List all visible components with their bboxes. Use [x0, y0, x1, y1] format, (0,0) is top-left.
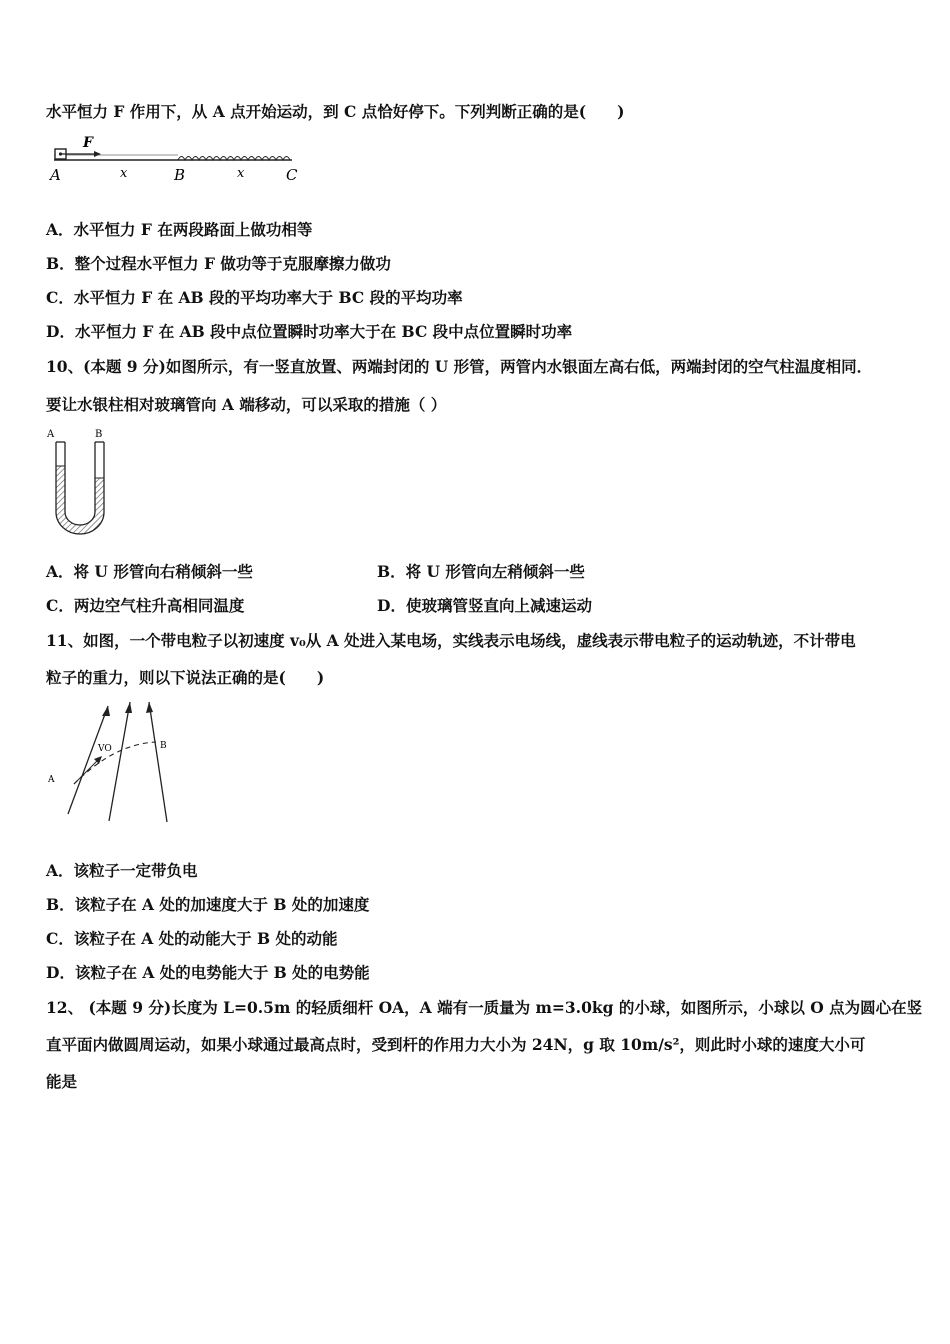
q9-dist-bc: x	[237, 166, 245, 181]
q9-stem: 水平恒力 F 作用下，从 A 点开始运动，到 C 点恰好停下。下列判断正确的是( )	[46, 102, 625, 121]
q12-stem-line2: 直平面内做圆周运动，如果小球通过最高点时，受到杆的作用力大小为 24N，g 取 10m/s²，则此时小球的速度大小可	[46, 1035, 866, 1054]
q11-field-figure	[44, 696, 179, 826]
q10-option-a: A．将 U 形管向右稍倾斜一些	[46, 562, 253, 581]
q11-option-d: D．该粒子在 A 处的电势能大于 B 处的电势能	[46, 963, 370, 982]
q9-dist-ab: x	[120, 166, 128, 181]
q10-u-tube-figure	[44, 426, 116, 536]
q10-mercury-column	[56, 466, 104, 534]
q9-option-d: D．水平恒力 F 在 AB 段中点位置瞬时功率大于在 BC 段中点位置瞬时功率	[46, 322, 573, 341]
q9-force-arrowhead	[94, 151, 101, 157]
q9-force-label: F	[83, 135, 93, 151]
q11-option-c: C．该粒子在 A 处的动能大于 B 处的动能	[46, 929, 338, 948]
q9-option-a: A．水平恒力 F 在两段路面上做功相等	[46, 220, 313, 239]
q10-stem-line2: 要让水银柱相对玻璃管向 A 端移动，可以采取的措施（ ）	[46, 395, 447, 414]
q10-option-c: C．两边空气柱升高相同温度	[46, 596, 245, 615]
q10-tube-inner	[65, 442, 95, 525]
q10-option-d: D．使玻璃管竖直向上减速运动	[377, 596, 592, 615]
q12-stem-line1: 12、 (本题 9 分)长度为 L=0.5m 的轻质细杆 OA，A 端有一质量为 m=3.0kg 的小球，如图所示，小球以 O 点为圆心在竖	[46, 998, 923, 1017]
q11-option-b: B．该粒子在 A 处的加速度大于 B 处的加速度	[46, 895, 370, 914]
q11-label-a: A	[48, 775, 55, 785]
q11-field-line-2	[109, 702, 130, 821]
q9-option-c: C．水平恒力 F 在 AB 段的平均功率大于 BC 段的平均功率	[46, 288, 463, 307]
q11-stem-line1: 11、如图，一个带电粒子以初速度 v₀从 A 处进入某电场，实线表示电场线，虚线表示带电粒子的运动轨迹，不计带电	[46, 631, 856, 650]
q11-field-arrow-3	[146, 702, 153, 713]
q11-label-b: B	[160, 741, 167, 751]
q11-option-a: A．该粒子一定带负电	[46, 861, 198, 880]
q10-stem-line1: 10、(本题 9 分)如图所示，有一竖直放置、两端封闭的 U 形管，两管内水银面左高右低，两端封闭的空气柱温度相同．	[46, 357, 873, 376]
q11-stem-line2: 粒子的重力，则以下说法正确的是( )	[46, 668, 325, 687]
q9-point-b: B	[174, 166, 186, 184]
q11-field-line-1	[68, 706, 108, 814]
q10-option-b: B．将 U 形管向左稍倾斜一些	[377, 562, 585, 581]
q12-stem-line3: 能是	[46, 1072, 78, 1091]
q11-field-arrow-2	[125, 702, 132, 713]
q10-label-a: A	[47, 429, 55, 440]
q11-label-v0: VO	[98, 744, 112, 754]
q9-point-a: A	[50, 166, 61, 184]
q11-field-arrow-1	[102, 706, 110, 716]
q9-figure	[46, 134, 306, 186]
q10-label-b: B	[95, 429, 103, 440]
q9-point-c: C	[286, 166, 298, 184]
q9-option-b: B．整个过程水平恒力 F 做功等于克服摩擦力做功	[46, 254, 391, 273]
q11-field-line-3	[149, 702, 167, 822]
